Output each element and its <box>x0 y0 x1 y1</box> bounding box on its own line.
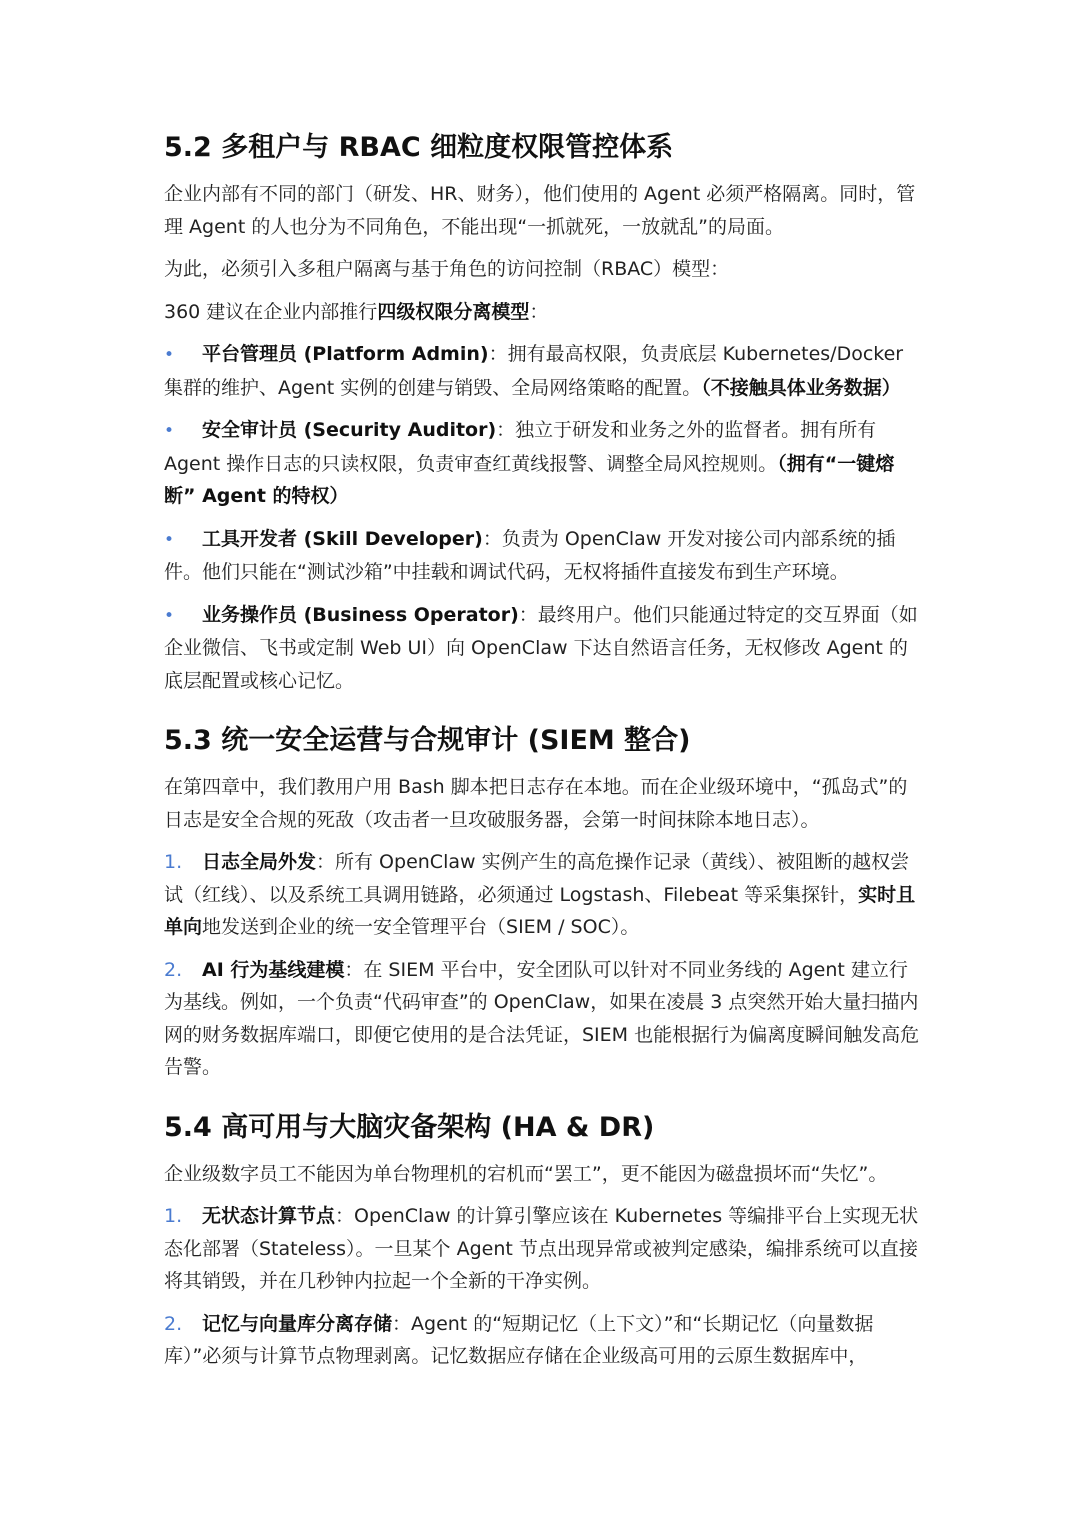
list-item-title: 业务操作员 (Business Operator) <box>202 603 519 626</box>
list-item-title: 工具开发者 (Skill Developer) <box>202 527 483 550</box>
numbered-item <box>164 1200 924 1298</box>
section-5-2-heading: 5.2 多租户与 RBAC 细粒度权限管控体系 <box>164 132 674 163</box>
list-item <box>164 338 924 404</box>
paragraph: 企业内部有不同的部门（研发、HR、财务），他们使用的 Agent 必须严格隔离。同时，管理 Agent 的人也分为不同角色，不能出现“一抓就死，一放就乱”的局面。 <box>164 183 916 238</box>
bullet-marker: • <box>164 529 175 550</box>
list-item-text: ：独立于研发和业务之外的监督者。拥有所有 Agent 操作日志的只读权限，负责审查红黄线报警、调整全局风控规则。 <box>164 419 877 475</box>
numbered-item <box>164 846 924 944</box>
item-title: 日志全局外发 <box>202 851 317 873</box>
list-item-text: ：拥有最高权限，负责底层 Kubernetes/Docker 集群的维护、Agent 实例的创建与销毁、全局网络策略的配置。 <box>164 343 904 399</box>
list-item <box>164 523 924 589</box>
paragraph: 为此，必须引入多租户隔离与基于角色的访问控制（RBAC）模型： <box>164 258 730 280</box>
bold-text: 四级权限分离模型 <box>377 300 530 323</box>
paragraph: 在第四章中，我们教用户用 Bash 脚本把日志存在本地。而在企业级环境中，“孤岛式”的日志是安全合规的死敌（攻击者一旦攻破服务器，会第一时间抹除本地日志）。 <box>164 776 908 831</box>
section-5-3-heading: 5.3 统一安全运营与合规审计 (SIEM 整合) <box>164 725 691 756</box>
list-item <box>164 599 924 698</box>
document-content <box>164 128 924 1373</box>
list-item-title: 平台管理员 (Platform Admin) <box>202 343 489 365</box>
numbered-item <box>164 954 924 1084</box>
item-title: AI 行为基线建模 <box>202 958 345 981</box>
bold-text: 实时且单向 <box>164 883 916 938</box>
text-run: 360 建议在企业内部推行 <box>164 300 378 323</box>
item-text: ：所有 OpenClaw 实例产生的高危操作记录（黄线）、被阻断的越权尝试（红线）、以及系统工具调用链路，必须通过 Logstash、Filebeat 等采集探针， <box>164 851 910 906</box>
list-item-note: （不接触具体业务数据） <box>701 376 901 399</box>
list-item-title: 安全审计员 (Security Auditor) <box>202 419 497 441</box>
list-item-note: （拥有“一键熔断” Agent 的特权） <box>164 452 895 507</box>
list-item <box>164 414 924 513</box>
paragraph <box>164 296 924 329</box>
item-number: 2. <box>164 1312 183 1335</box>
item-number: 1. <box>164 851 183 873</box>
item-text: 地发送到企业的统一安全管理平台（SIEM / SOC）。 <box>202 916 640 938</box>
item-number: 1. <box>164 1205 183 1227</box>
list-item-text: ：负责为 OpenClaw 开发对接公司内部系统的插件。他们只能在“测试沙箱”中挂载和调试代码，无权将插件直接发布到生产环境。 <box>164 527 896 583</box>
text-run: ： <box>529 300 549 323</box>
bullet-marker: • <box>164 345 175 365</box>
item-text: ：OpenClaw 的计算引擎应该在 Kubernetes 等编排平台上实现无状态化部署（Stateless）。一旦某个 Agent 节点出现异常或被判定感染，编排系统可以直接将其销毁，并在几秒钟内拉起一个全新的干净实例。 <box>164 1205 919 1292</box>
bullet-marker: • <box>164 605 175 626</box>
section-5-4-heading: 5.4 高可用与大脑灾备架构 (HA & DR) <box>164 1111 655 1143</box>
item-number: 2. <box>164 958 183 981</box>
list-item-text: ：最终用户。他们只能通过特定的交互界面（如企业微信、飞书或定制 Web UI）向 OpenClaw 下达自然语言任务，无权修改 Agent 的底层配置或核心记忆。 <box>164 603 918 692</box>
paragraph: 企业级数字员工不能因为单台物理机的宕机而“罢工”，更不能因为磁盘损坏而“失忆”。 <box>164 1162 888 1185</box>
item-text: ：Agent 的“短期记忆（上下文）”和“长期记忆（向量数据库）”必须与计算节点物理剥离。记忆数据应存储在企业级高可用的云原生数据库中， <box>164 1312 874 1367</box>
item-title: 记忆与向量库分离存储 <box>202 1312 393 1335</box>
bullet-marker: • <box>164 421 175 441</box>
item-title: 无状态计算节点 <box>202 1205 336 1227</box>
numbered-item <box>164 1308 924 1373</box>
item-text: ：在 SIEM 平台中，安全团队可以针对不同业务线的 Agent 建立行为基线。例如，一个负责“代码审查”的 OpenClaw，如果在凌晨 3 点突然开始大量扫描内网的财务数据库端口，即便它使用的是合法凭证，SIEM 也能根据行为偏离度瞬间触发高危告警。 <box>164 958 920 1078</box>
